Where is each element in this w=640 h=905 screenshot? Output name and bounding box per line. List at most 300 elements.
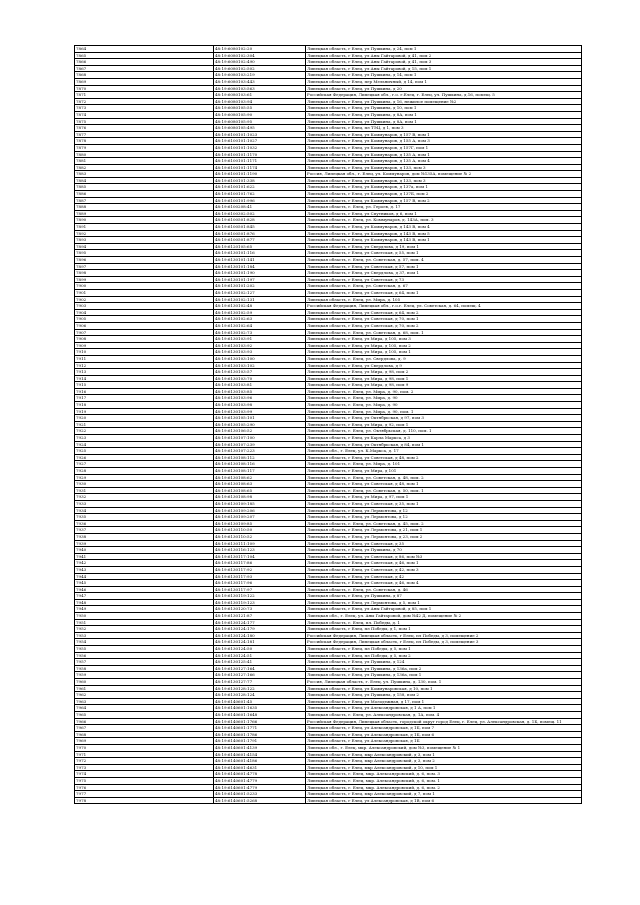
- address-cell: Липецкая область, г Елец, ул Советская, д 46, пом 4: [306, 580, 582, 587]
- row-number-cell: 7964: [75, 705, 214, 712]
- cadastral-number-cell: 48:19:6130109:185: [214, 500, 306, 507]
- row-number-cell: 7885: [75, 184, 214, 191]
- address-cell: Липецкая область, г Елец, ул Лермонтова, д 21, пом 1: [306, 527, 582, 534]
- table-row: [75, 85, 582, 92]
- cadastral-number-cell: 48:19:6100101:1023: [214, 131, 306, 138]
- address-cell: Липецкая область, г Елец, ул Пушкина, д 10, пом 1: [306, 105, 582, 112]
- address-cell: Липецкая обл., г. Елец, мкр. Александровский, дом №3, помещение № 1: [306, 744, 582, 751]
- table-row: [75, 540, 582, 547]
- cadastral-number-cell: 48:19:6140601:4139: [214, 744, 306, 751]
- table-row: [75, 78, 582, 85]
- row-number-cell: 7962: [75, 692, 214, 699]
- row-number-cell: 7911: [75, 355, 214, 362]
- cadastral-number-cell: 48:19:6130117:104: [214, 553, 306, 560]
- address-cell: Липецкая область, г. Елец, ул. Октябрьская, д. 110, пом. 1: [306, 428, 582, 435]
- address-cell: Липецкая область, г Елец, ул Советская, д 48, пом 1: [306, 481, 582, 488]
- cadastral-number-cell: 48:19:6140601:1771: [214, 725, 306, 732]
- table-row: [75, 177, 582, 184]
- table-row: [75, 382, 582, 389]
- table-row: [75, 316, 582, 323]
- table-row: [75, 606, 582, 613]
- address-cell: Липецкая область, г Елец, ул Лермонтова, д 5, пом 1: [306, 599, 582, 606]
- cadastral-number-cell: 48:19:6130103:91: [214, 336, 306, 343]
- row-number-cell: 7957: [75, 659, 214, 666]
- address-cell: Липецкая область, г Елец, ул Советская, д 42, пом 3: [306, 566, 582, 573]
- cadastral-number-cell: 48:19:6130119:123: [214, 599, 306, 606]
- cadastral-number-cell: 48:19:6130101:116: [214, 250, 306, 257]
- cadastral-number-cell: 48:19:6080103:443: [214, 78, 306, 85]
- cadastral-number-cell: 48:19:6130117:97: [214, 586, 306, 593]
- cadastral-number-cell: 48:19:6130110:50: [214, 527, 306, 534]
- table-row: [75, 46, 582, 53]
- cadastral-number-cell: 48:19:6080103:219: [214, 72, 306, 79]
- cadastral-number-cell: 48:19:6130103:98: [214, 402, 306, 409]
- table-row: [75, 250, 582, 257]
- row-number-cell: 7868: [75, 72, 214, 79]
- cadastral-number-cell: 48:19:6130103:93: [214, 349, 306, 356]
- cadastral-number-cell: 48:19:6080103:61: [214, 92, 306, 99]
- cadastral-number-cell: 48:19:6130103:102: [214, 362, 306, 369]
- row-number-cell: 7913: [75, 369, 214, 376]
- row-number-cell: 7942: [75, 560, 214, 567]
- address-cell: Российская Федерация, Липецкая обл., г.о.г. Елец, ул. Советская, д. 64, помещ. 4: [306, 303, 582, 310]
- cadastral-number-cell: 48:19:6130124:179: [214, 626, 306, 633]
- cadastral-number-cell: 48:19:6100501:828: [214, 217, 306, 224]
- cadastral-number-cell: 48:19:6130102:64: [214, 322, 306, 329]
- address-cell: Липецкая область, г. Елец, ул. Советская, д. 68, пом. 1: [306, 329, 582, 336]
- row-number-cell: 7915: [75, 382, 214, 389]
- cadastral-number-cell: 48:19:6130106:52: [214, 428, 306, 435]
- cadastral-number-cell: 48:19:6130128:122: [214, 685, 306, 692]
- cadastral-number-cell: 48:19:6140601:1766: [214, 718, 306, 725]
- cadastral-number-cell: 48:19:6100101:762: [214, 191, 306, 198]
- cadastral-number-cell: 48:19:6140601:4779: [214, 777, 306, 784]
- table-row: [75, 230, 582, 237]
- cadastral-number-cell: 48:19:6130108:116: [214, 461, 306, 468]
- cadastral-number-cell: 48:19:6130117:86: [214, 560, 306, 567]
- row-number-cell: 7950: [75, 613, 214, 620]
- cadastral-number-cell: 48:19:6130121:87: [214, 613, 306, 620]
- cadastral-number-cell: 48:19:6130124:180: [214, 632, 306, 639]
- address-cell: Липецкая область, г Елец, ул Лермонтова, д 12: [306, 507, 582, 514]
- cadastral-number-cell: 48:19:6140601:1786: [214, 731, 306, 738]
- address-cell: Липецкая область, г Елец, ул Лермонтова, д 12: [306, 514, 582, 521]
- row-number-cell: 7912: [75, 362, 214, 369]
- table-row: [75, 784, 582, 791]
- cadastral-number-cell: 48:19:6130102:48: [214, 303, 306, 310]
- row-number-cell: 7965: [75, 711, 214, 718]
- row-number-cell: 7939: [75, 540, 214, 547]
- cadastral-number-cell: 48:19:6140601:1635: [214, 705, 306, 712]
- table-row: [75, 771, 582, 778]
- cadastral-number-cell: 48:19:6130124:177: [214, 619, 306, 626]
- row-number-cell: 7935: [75, 514, 214, 521]
- cadastral-number-cell: 48:19:6080102:502: [214, 65, 306, 72]
- table-row: [75, 336, 582, 343]
- cadastral-number-cell: 48:19:6140601:1648: [214, 711, 306, 718]
- address-cell: Российская Федерация, Липецкая область, г Елец, пл Победы, д 3, помещение 2: [306, 632, 582, 639]
- row-number-cell: 7971: [75, 751, 214, 758]
- table-body: [75, 46, 582, 804]
- address-cell: Липецкая область, г Елец, ул Аны Гайтаровой, д 41, пом 2: [306, 52, 582, 59]
- table-row: [75, 487, 582, 494]
- cadastral-number-cell: 48:19:6140601:4154: [214, 751, 306, 758]
- row-number-cell: 7917: [75, 395, 214, 402]
- row-number-cell: 7892: [75, 230, 214, 237]
- cadastral-number-cell: 48:19:6080102:304: [214, 52, 306, 59]
- cadastral-number-cell: 48:19:6130103:100: [214, 355, 306, 362]
- row-number-cell: 7887: [75, 197, 214, 204]
- row-number-cell: 7936: [75, 520, 214, 527]
- cadastral-number-cell: 48:19:6130117:92: [214, 566, 306, 573]
- table-row: [75, 276, 582, 283]
- row-number-cell: 7882: [75, 164, 214, 171]
- table-row: [75, 481, 582, 488]
- cadastral-number-cell: 48:19:6130105:290: [214, 421, 306, 428]
- address-cell: Липецкая область, г Елец, ул Пушкина, д 158, пом 2: [306, 692, 582, 699]
- address-cell: Липецкая область, г Елец, ул Советская, д 48, пом 2: [306, 454, 582, 461]
- cadastral-number-cell: 48:19:6130101:202: [214, 283, 306, 290]
- address-cell: Липецкая область, г Елец, ул Советская, д 73: [306, 276, 582, 283]
- table-row: [75, 573, 582, 580]
- cadastral-number-cell: 48:19:6130108:98: [214, 494, 306, 501]
- cadastral-number-cell: 48:19:6080102:20: [214, 46, 306, 53]
- table-row: [75, 408, 582, 415]
- address-cell: Российская Федерация, Липецкая обл., г.о. г.Елец, г. Елец, ул. Пушкина, д.16, помещ. 5: [306, 92, 582, 99]
- address-cell: Липецкая область, г Елец, ул Пушкина, д 124: [306, 659, 582, 666]
- cadastral-number-cell: 48:19:6100101:1190: [214, 171, 306, 178]
- row-number-cell: 7963: [75, 698, 214, 705]
- table-row: [75, 507, 582, 514]
- cadastral-number-cell: 48:19:6130101:141: [214, 257, 306, 264]
- row-number-cell: 7934: [75, 507, 214, 514]
- address-cell: Липецкая область, г. Елец, мкр. Александровский, д. 6, пом. 3: [306, 771, 582, 778]
- row-number-cell: 7921: [75, 421, 214, 428]
- cadastral-number-cell: 48:19:6130127:77: [214, 679, 306, 686]
- cadastral-number-cell: 48:19:6130117:93: [214, 573, 306, 580]
- row-number-cell: 7968: [75, 731, 214, 738]
- address-cell: Липецкая область, г Елец, ул Пушкина, д 136а, пом 2: [306, 665, 582, 672]
- row-number-cell: 7864: [75, 46, 214, 53]
- row-number-cell: 7877: [75, 131, 214, 138]
- cadastral-number-cell: 48:19:6130107:239: [214, 441, 306, 448]
- row-number-cell: 7875: [75, 118, 214, 125]
- address-cell: Липецкая область, г Елец, пл Победы, д 5, пом 1: [306, 646, 582, 653]
- address-cell: Липецкая область, г. Елец, ул. Александровская, д. 1А, пом. 4: [306, 711, 582, 718]
- table-row: [75, 533, 582, 540]
- address-cell: Липецкая область, г Елец, ул Коммунаров, д 137а, пом 1: [306, 184, 582, 191]
- row-number-cell: 7872: [75, 98, 214, 105]
- address-cell: Липецкая область, г Елец, ул Свердлова, д 37, пом 1: [306, 270, 582, 277]
- row-number-cell: 7898: [75, 270, 214, 277]
- row-number-cell: 7901: [75, 289, 214, 296]
- address-cell: Липецкая область, г. Елец, ул. Мира, д. 90: [306, 402, 582, 409]
- row-number-cell: 7916: [75, 388, 214, 395]
- table-row: [75, 435, 582, 442]
- table-row: [75, 349, 582, 356]
- table-row: [75, 725, 582, 732]
- address-cell: Липецкая область, г Елец, ул Александровская, д 1 А, пом 1: [306, 705, 582, 712]
- table-row: [75, 474, 582, 481]
- address-cell: Липецкая область, г Елец, ул Карла Маркса, д 3: [306, 435, 582, 442]
- table-row: [75, 441, 582, 448]
- row-number-cell: 7894: [75, 243, 214, 250]
- row-number-cell: 7925: [75, 448, 214, 455]
- cadastral-number-cell: 48:19:6080103:94: [214, 98, 306, 105]
- table-row: [75, 672, 582, 679]
- row-number-cell: 7946: [75, 586, 214, 593]
- address-cell: Липецкая область, г Елец, ул Спутников, д 6, пом 1: [306, 210, 582, 217]
- address-cell: Липецкая область, г Елец, ул Коммунаров, д 143 В, пом 1: [306, 237, 582, 244]
- row-number-cell: 7955: [75, 646, 214, 653]
- address-cell: Липецкая область, г Елец, ул Александровская, д 1Б, пом 6: [306, 731, 582, 738]
- cadastral-number-cell: 48:19:6080103:563: [214, 85, 306, 92]
- row-number-cell: 7938: [75, 533, 214, 540]
- table-row: [75, 131, 582, 138]
- cadastral-number-cell: 48:19:6080105:95: [214, 118, 306, 125]
- cadastral-number-cell: 48:19:6130102:127: [214, 289, 306, 296]
- address-cell: Липецкая область, г Елец, ул Коммунаров, д 133, пом 3: [306, 164, 582, 171]
- table-row: [75, 322, 582, 329]
- table-row: [75, 402, 582, 409]
- table-row: [75, 639, 582, 646]
- table-row: [75, 764, 582, 771]
- address-cell: Липецкая область, г Елец, ул Советская, д 64, пом 2: [306, 309, 582, 316]
- table-row: [75, 718, 582, 725]
- cadastral-number-cell: 48:19:6100101:622: [214, 184, 306, 191]
- address-cell: Липецкая область, г Елец, мкр Александровский, д 7, пом 1: [306, 791, 582, 798]
- address-cell: Липецкая область, г Елец, ул Коммунаров, д 137Б, пом 2: [306, 191, 582, 198]
- row-number-cell: 7954: [75, 639, 214, 646]
- table-row: [75, 758, 582, 765]
- row-number-cell: 7893: [75, 237, 214, 244]
- address-cell: Липецкая область, г Елец, ул Пушкина, д 24, пом 1: [306, 46, 582, 53]
- address-cell: Липецкая область, г Елец, ул Мира, д 105, пом 2: [306, 342, 582, 349]
- row-number-cell: 7927: [75, 461, 214, 468]
- cadastral-number-cell: 48:19:6140601:1791: [214, 738, 306, 745]
- address-cell: Липецкая область, г Елец, ул Пушкина, д 87: [306, 593, 582, 600]
- row-number-cell: 7878: [75, 138, 214, 145]
- cadastral-number-cell: 48:19:6130119:122: [214, 593, 306, 600]
- table-row: [75, 553, 582, 560]
- row-number-cell: 7903: [75, 303, 214, 310]
- cadastral-number-cell: 48:19:6130105:101: [214, 415, 306, 422]
- address-cell: Липецкая обл., г. Елец, ул. К.Маркса, д. 17: [306, 448, 582, 455]
- table-row: [75, 65, 582, 72]
- address-cell: Липецкая область, г Елец, ул Пушкина, д 16, нежилое помещение №2: [306, 98, 582, 105]
- cadastral-number-cell: 48:19:6100101:1174: [214, 164, 306, 171]
- address-cell: Липецкая область, г Елец, ул Советская, д 55, пом 1: [306, 250, 582, 257]
- address-cell: Липецкая область, г Елец, ул Коммунаров, д 135 А, пом 4: [306, 158, 582, 165]
- address-cell: Липецкая область, г. Елец, ул. Мира, д. 90: [306, 395, 582, 402]
- address-cell: Липецкая область, г Елец, ул Лермонтова, д 23, пом 2: [306, 533, 582, 540]
- row-number-cell: 7866: [75, 59, 214, 66]
- table-row: [75, 659, 582, 666]
- row-number-cell: 7973: [75, 764, 214, 771]
- address-cell: Липецкая область, г. Елец, ул. Мира, д. 101: [306, 461, 582, 468]
- address-cell: Липецкая область, г Елец, ул Коммунаров, д 157 В, пом 2: [306, 197, 582, 204]
- address-cell: Липецкая область, г. Елец, ул. Свердлова, д. 9: [306, 355, 582, 362]
- address-cell: Липецкая область, г Елец, ул Молодежная, д 17, пом 1: [306, 698, 582, 705]
- cadastral-number-cell: 48:19:6130124:181: [214, 639, 306, 646]
- cadastral-number-cell: 48:19:6130107:100: [214, 435, 306, 442]
- address-cell: Липецкая область, г Елец, ул Коммунаровская, д 10, пом 1: [306, 685, 582, 692]
- cadastral-number-cell: 48:19:6130107:223: [214, 448, 306, 455]
- table-row: [75, 52, 582, 59]
- address-cell: Липецкая область, г. Елец, ул. Советская, д. 46: [306, 586, 582, 593]
- address-cell: Липецкая область, г Елец, ул Советская, д 35: [306, 540, 582, 547]
- table-row: [75, 711, 582, 718]
- table-row: [75, 599, 582, 606]
- address-cell: Липецкая область, г. Елец, ул. Героев, д. 17: [306, 204, 582, 211]
- row-number-cell: 7909: [75, 342, 214, 349]
- cadastral-number-cell: 48:19:6100101:338: [214, 177, 306, 184]
- address-cell: Липецкая область, г Елец, ул Коммунаров, д 155 А, пом 3: [306, 138, 582, 145]
- address-cell: Липецкая область, г Елец, ул Мира, д 92, пом 1: [306, 421, 582, 428]
- table-row: [75, 204, 582, 211]
- row-number-cell: 7884: [75, 177, 214, 184]
- address-cell: Липецкая область, г Елец, ул Октябрьская, д 84, пом 1: [306, 441, 582, 448]
- table-row: [75, 210, 582, 217]
- cadastral-number-cell: 48:19:6130111:109: [214, 540, 306, 547]
- table-row: [75, 705, 582, 712]
- row-number-cell: 7976: [75, 784, 214, 791]
- table-row: [75, 111, 582, 118]
- row-number-cell: 7876: [75, 125, 214, 132]
- cadastral-number-cell: 48:19:6130127:164: [214, 665, 306, 672]
- cadastral-number-cell: 48:19:6130109:85: [214, 520, 306, 527]
- table-row: [75, 797, 582, 804]
- address-cell: Липецкая область, г Елец, ул Аны Гайтаровой, д 15, пом 1: [306, 65, 582, 72]
- row-number-cell: 7906: [75, 322, 214, 329]
- row-number-cell: 7889: [75, 210, 214, 217]
- address-cell: Липецкая область, г Елец, ул Аны Гайтаровой, д 85, пом 1: [306, 606, 582, 613]
- row-number-cell: 7930: [75, 481, 214, 488]
- cadastral-number-cell: 48:19:6130108:112: [214, 454, 306, 461]
- row-number-cell: 7919: [75, 408, 214, 415]
- row-number-cell: 7944: [75, 573, 214, 580]
- table-row: [75, 685, 582, 692]
- row-number-cell: 7886: [75, 191, 214, 198]
- table-row: [75, 494, 582, 501]
- table-row: [75, 665, 582, 672]
- row-number-cell: 7975: [75, 777, 214, 784]
- row-number-cell: 7941: [75, 553, 214, 560]
- address-cell: Липецкая область, г Елец, ул Пушкина, д 70: [306, 547, 582, 554]
- table-row: [75, 243, 582, 250]
- cadastral-number-cell: 48:19:6130108:62: [214, 474, 306, 481]
- cadastral-number-cell: 48:19:6130109:207: [214, 514, 306, 521]
- row-number-cell: 7924: [75, 441, 214, 448]
- address-cell: Липецкая область, г Елец, ул Мира, д 105, пом 1: [306, 349, 582, 356]
- table-row: [75, 98, 582, 105]
- table-row: [75, 692, 582, 699]
- table-row: [75, 224, 582, 231]
- address-cell: Липецкая область, г Елец, ул Пушкина, д 8А, пом 1: [306, 111, 582, 118]
- address-cell: Липецкая область, г Елец, ул Мира, д 105, пом 3: [306, 336, 582, 343]
- address-cell: Липецкая область, г Елец, ул Коммунаров, д 135 А, пом 1: [306, 151, 582, 158]
- table-row: [75, 731, 582, 738]
- address-cell: Липецкая область, г. Елец, ул. Коммунаров, д. 143А, пом. 3: [306, 217, 582, 224]
- table-row: [75, 428, 582, 435]
- row-number-cell: 7907: [75, 329, 214, 336]
- table-row: [75, 197, 582, 204]
- row-number-cell: 7873: [75, 105, 214, 112]
- address-cell: Липецкая область, г. Елец, мкр. Александровский, д. 6, пом. 2: [306, 784, 582, 791]
- table-row: [75, 118, 582, 125]
- table-row: [75, 791, 582, 798]
- row-number-cell: 7958: [75, 665, 214, 672]
- cadastral-number-cell: 48:19:6100501:845: [214, 224, 306, 231]
- row-number-cell: 7891: [75, 224, 214, 231]
- table-row: [75, 309, 582, 316]
- cadastral-number-cell: 48:19:6130103:81: [214, 382, 306, 389]
- cadastral-number-cell: 48:19:6130110:52: [214, 533, 306, 540]
- table-row: [75, 164, 582, 171]
- table-row: [75, 59, 582, 66]
- address-cell: Липецкая область, г Елец, пл ТЭЦ, д 1, пом 3: [306, 125, 582, 132]
- address-cell: Липецкая область, г Елец, мкр Александровский, д 3, пом 1: [306, 751, 582, 758]
- table-row: [75, 388, 582, 395]
- row-number-cell: 7960: [75, 679, 214, 686]
- cadastral-number-cell: 48:19:6100302:502: [214, 210, 306, 217]
- row-number-cell: 7929: [75, 474, 214, 481]
- address-cell: Липецкая область, г Елец, ул Мира, д 98, пом 2: [306, 369, 582, 376]
- row-number-cell: 7931: [75, 487, 214, 494]
- property-register-table: [74, 45, 582, 804]
- table-row: [75, 263, 582, 270]
- address-cell: Липецкая область, г Елец, ул Советская, д 70, пом 2: [306, 322, 582, 329]
- table-row: [75, 454, 582, 461]
- row-number-cell: 7926: [75, 454, 214, 461]
- cadastral-number-cell: 48:19:6100101:1032: [214, 144, 306, 151]
- table-row: [75, 237, 582, 244]
- row-number-cell: 7902: [75, 296, 214, 303]
- table-row: [75, 369, 582, 376]
- cadastral-number-cell: 48:19:6130124:51: [214, 652, 306, 659]
- row-number-cell: 7910: [75, 349, 214, 356]
- address-cell: Липецкая область, г. Елец, мкр. Александровский, д. 6, пом. 1: [306, 777, 582, 784]
- row-number-cell: 7961: [75, 685, 214, 692]
- row-number-cell: 7967: [75, 725, 214, 732]
- table-row: [75, 514, 582, 521]
- row-number-cell: 7900: [75, 283, 214, 290]
- cadastral-number-cell: 48:19:6130117:96: [214, 580, 306, 587]
- table-row: [75, 105, 582, 112]
- address-cell: Липецкая область, г. Елец, ул. Мира, д. 90, пом. 1: [306, 408, 582, 415]
- address-cell: Липецкая область, г Елец, ул Свердлова, д 19, пом 1: [306, 243, 582, 250]
- address-cell: Липецкая область, г Елец, ул Мира, д 97, пом 1: [306, 494, 582, 501]
- cadastral-number-cell: 48:19:6130109:206: [214, 507, 306, 514]
- row-number-cell: 7932: [75, 494, 214, 501]
- table-row: [75, 303, 582, 310]
- address-cell: Липецкая область, г Елец, ул Мира, д 98, пом 9: [306, 382, 582, 389]
- address-cell: Липецкая область, г. Елец, ул. Мира, д. 90, пом. 2: [306, 388, 582, 395]
- row-number-cell: 7888: [75, 204, 214, 211]
- row-number-cell: 7923: [75, 435, 214, 442]
- address-cell: Липецкая область, г Елец, ул Мира, д 101: [306, 468, 582, 475]
- row-number-cell: 7871: [75, 92, 214, 99]
- table-row: [75, 619, 582, 626]
- cadastral-number-cell: 48:19:6130116:123: [214, 547, 306, 554]
- cadastral-number-cell: 48:19:6130103:92: [214, 342, 306, 349]
- address-cell: Липецкая область, г Елец, ул Коммунаров, д 157 В, пом 1: [306, 131, 582, 138]
- cadastral-number-cell: 48:19:6140601:4779: [214, 784, 306, 791]
- cadastral-number-cell: 48:19:6130108:63: [214, 481, 306, 488]
- table-row: [75, 593, 582, 600]
- row-number-cell: 7959: [75, 672, 214, 679]
- address-cell: Липецкая область, г Елец, ул Коммунаров, д 143 В, пом 4: [306, 224, 582, 231]
